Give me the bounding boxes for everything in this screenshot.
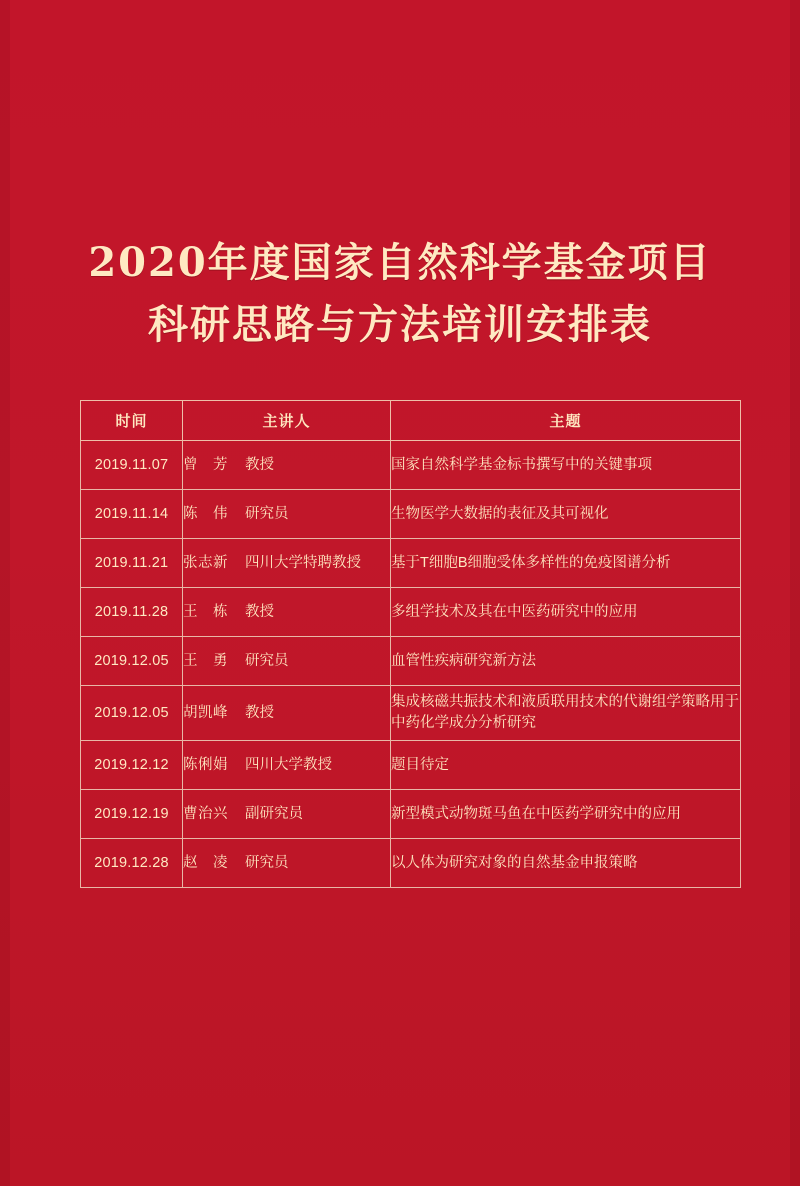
cell-speaker <box>183 741 391 790</box>
speaker-name: 陈 伟 <box>183 505 228 522</box>
speaker-name: 胡凯峰 <box>183 704 228 721</box>
table-row <box>81 490 741 539</box>
cell-speaker <box>183 539 391 588</box>
speaker-title: 教授 <box>245 456 274 473</box>
poster-left-edge <box>0 0 10 1186</box>
column-header-time: 时间 <box>81 401 183 441</box>
schedule-table <box>80 400 741 888</box>
table-header <box>81 401 741 441</box>
cell-time: 2019.12.19 <box>81 790 183 839</box>
speaker-title: 研究员 <box>245 854 289 871</box>
cell-speaker <box>183 686 391 741</box>
speaker-name: 曹治兴 <box>183 805 228 822</box>
cell-speaker <box>183 790 391 839</box>
cell-time: 2019.12.05 <box>81 686 183 741</box>
cell-topic: 生物医学大数据的表征及其可视化 <box>391 490 741 539</box>
speaker-title: 教授 <box>245 603 274 620</box>
cell-time: 2019.11.14 <box>81 490 183 539</box>
cell-topic: 题目待定 <box>391 741 741 790</box>
poster-right-edge <box>790 0 800 1186</box>
schedule-table-container <box>80 400 740 888</box>
table-row <box>81 686 741 741</box>
table-row <box>81 741 741 790</box>
cell-speaker <box>183 839 391 888</box>
cell-topic: 以人体为研究对象的自然基金申报策略 <box>391 839 741 888</box>
speaker-title: 四川大学教授 <box>245 756 332 773</box>
speaker-title: 研究员 <box>245 505 289 522</box>
table-row <box>81 637 741 686</box>
table-header-row <box>81 401 741 441</box>
cell-time: 2019.12.28 <box>81 839 183 888</box>
table-row <box>81 539 741 588</box>
speaker-name: 张志新 <box>183 554 228 571</box>
page-title <box>0 232 800 356</box>
cell-topic: 新型模式动物斑马鱼在中医药学研究中的应用 <box>391 790 741 839</box>
cell-time: 2019.11.07 <box>81 441 183 490</box>
column-header-speaker: 主讲人 <box>183 401 391 441</box>
cell-topic: 集成核磁共振技术和液质联用技术的代谢组学策略用于中药化学成分分析研究 <box>391 686 741 741</box>
cell-topic: 多组学技术及其在中医药研究中的应用 <box>391 588 741 637</box>
speaker-title: 副研究员 <box>245 805 303 822</box>
speaker-title: 研究员 <box>245 652 289 669</box>
cell-speaker <box>183 588 391 637</box>
speaker-title: 四川大学特聘教授 <box>245 554 361 571</box>
cell-topic: 血管性疾病研究新方法 <box>391 637 741 686</box>
cell-speaker <box>183 637 391 686</box>
cell-time: 2019.11.21 <box>81 539 183 588</box>
speaker-name: 王 栋 <box>183 603 228 620</box>
table-row <box>81 790 741 839</box>
cell-speaker <box>183 441 391 490</box>
title-line-1: 2020年度国家自然科学基金项目 <box>88 239 712 286</box>
table-row <box>81 588 741 637</box>
cell-topic: 基于T细胞B细胞受体多样性的免疫图谱分析 <box>391 539 741 588</box>
table-row <box>81 441 741 490</box>
table-body <box>81 441 741 888</box>
cell-speaker <box>183 490 391 539</box>
cell-topic: 国家自然科学基金标书撰写中的关键事项 <box>391 441 741 490</box>
cell-time: 2019.12.12 <box>81 741 183 790</box>
title-line-2: 科研思路与方法培训安排表 <box>148 301 652 348</box>
speaker-name: 陈俐娟 <box>183 756 228 773</box>
cell-time: 2019.11.28 <box>81 588 183 637</box>
speaker-title: 教授 <box>245 704 274 721</box>
speaker-name: 王 勇 <box>183 652 228 669</box>
table-row <box>81 839 741 888</box>
column-header-topic: 主题 <box>391 401 741 441</box>
cell-time: 2019.12.05 <box>81 637 183 686</box>
speaker-name: 赵 凌 <box>183 854 228 871</box>
speaker-name: 曾 芳 <box>183 456 228 473</box>
